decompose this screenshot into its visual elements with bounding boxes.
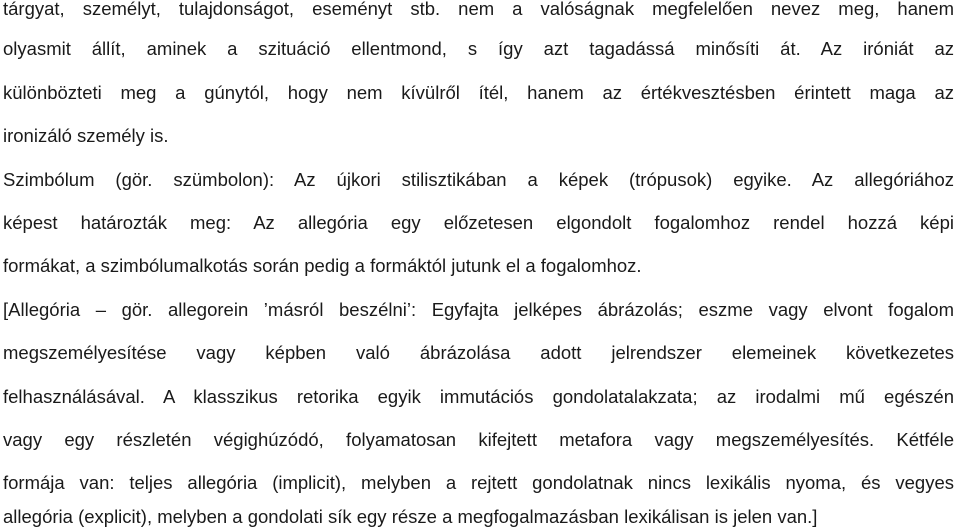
allegory-text-line-5: formája van: teljes allegória (implicit), melyben a rejtett gondolatnak nincs lexikális nyoma, és vegyes — [3, 472, 954, 493]
allegory-text-line-6: allegória (explicit), melyben a gondolati sík egy része a megfogalmazásban lexikálisan is jelen van.] — [3, 506, 818, 527]
allegory-text-line-1: [Allegória – gör. allegorein ’másról beszélni’: Egyfajta jelképes ábrázolás; eszme vagy elvont fogalom — [3, 299, 954, 320]
irony-text-line-1: tárgyat, személyt, tulajdonságot, eseményt stb. nem a valóságnak megfelelően nevez meg, hanem — [3, 0, 954, 19]
symbol-text-line-3: formákat, a szimbólumalkotás során pedig a formáktól jutunk el a fogalomhoz. — [3, 255, 642, 276]
symbol-text-line-2: képest határozták meg: Az allegória egy előzetesen elgondolt fogalomhoz rendel hozzá képi — [3, 212, 954, 233]
symbol-text-line-1: Szimbólum (gör. szümbolon): Az újkori stilisztikában a képek (trópusok) egyike. Az allegóriához — [3, 169, 954, 190]
irony-text-line-2: olyasmit állít, aminek a szituáció ellentmond, s így azt tagadássá minősíti át. Az iróniát az — [3, 38, 954, 59]
allegory-text-line-3: felhasználásával. A klasszikus retorika egyik immutációs gondolatalakzata; az irodalmi mű egészén — [3, 386, 954, 407]
allegory-text-line-2: megszemélyesítése vagy képben való ábrázolása adott jelrendszer elemeinek következetes — [3, 342, 954, 363]
irony-text-line-3: különbözteti meg a gúnytól, hogy nem kívülről ítél, hanem az értékvesztésben érintett maga az — [3, 82, 954, 103]
irony-text-line-4: ironizáló személy is. — [3, 125, 169, 146]
allegory-text-line-4: vagy egy részletén végighúzódó, folyamatosan kifejtett metafora vagy megszemélyesítés. Kétféle — [3, 429, 954, 450]
